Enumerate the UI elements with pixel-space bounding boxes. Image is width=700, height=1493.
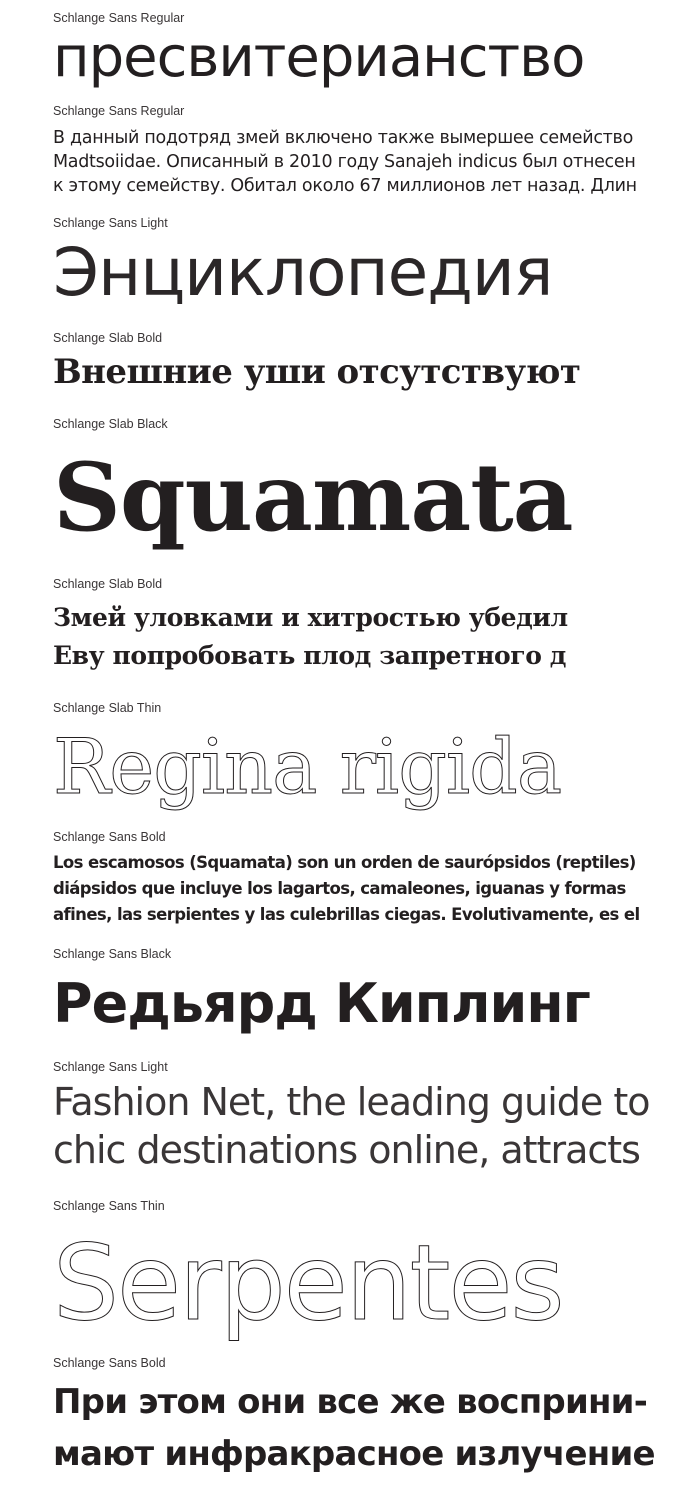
specimen-sample-line: Еву попробовать плод запретного д [53,641,567,670]
specimen-10 [53,1060,673,1174]
specimen-sample-line: Serpentes [53,1222,563,1344]
specimen-sample-line: afines, las serpientes y las culebrillas ciegas. Evolutivamente, es el [53,905,640,924]
font-label: Schlange Sans Black [53,947,172,961]
specimen-5 [53,417,673,565]
specimen-sample-line: Regina rigida [53,722,562,811]
specimen-sample-line: к этому семейству. Обитал около 67 миллионов лет назад. Длин [53,176,637,196]
font-label: Schlange Sans Bold [53,830,166,844]
specimen-sample-line: Внешние уши отсутствуют [53,352,581,392]
specimen-sample-line: мают инфракрасное излучение [53,1434,655,1474]
specimen-sample-line: При этом они все же восприни- [53,1382,648,1422]
font-label: Schlange Sans Light [53,216,168,230]
specimen-9 [53,947,673,1047]
specimen-12 [53,1356,673,1480]
specimen-sample-line: diápsidos que incluye los lagartos, camaleones, iguanas y formas [53,879,626,898]
font-label: Schlange Slab Bold [53,331,163,345]
font-label: Schlange Sans Light [53,1060,168,1074]
specimen-8 [53,830,673,928]
specimen-sample-line: В данный подотряд змей включено также вымершее семейство [53,128,633,148]
specimen-7 [53,701,673,819]
specimen-sample-line: chic destinations online, attracts [53,1128,640,1172]
specimen-4 [53,331,673,399]
specimen-2 [53,104,673,198]
specimen-sample-line: Los escamosos (Squamata) son un orden de saurópsidos (reptiles) [53,853,636,872]
font-label: Schlange Sans Regular [53,11,185,25]
specimen-sample-line: Madtsoiidae. Описанный в 2010 году Sanajeh indicus был отнесен [53,152,636,172]
font-label: Schlange Slab Black [53,417,168,431]
specimen-sample-line: Squamata [53,443,573,553]
font-label: Schlange Slab Thin [53,701,162,715]
specimen-sample-line: Редьярд Киплинг [53,972,590,1035]
specimen-sample-line: Fashion Net, the leading guide to [53,1080,650,1124]
specimen-3 [53,216,673,316]
specimen-6 [53,577,673,675]
font-label: Schlange Sans Bold [53,1356,166,1370]
specimen-sample-line: Змей уловками и хитростью убедил [53,603,568,632]
specimen-1 [53,11,673,91]
specimen-sample-line: Энциклопедия [53,234,553,311]
font-label: Schlange Slab Bold [53,577,163,591]
font-label: Schlange Sans Regular [53,104,185,118]
specimen-sample-line: пресвитерианство [53,25,585,90]
font-label: Schlange Sans Thin [53,1199,165,1213]
specimen-11 [53,1199,673,1353]
